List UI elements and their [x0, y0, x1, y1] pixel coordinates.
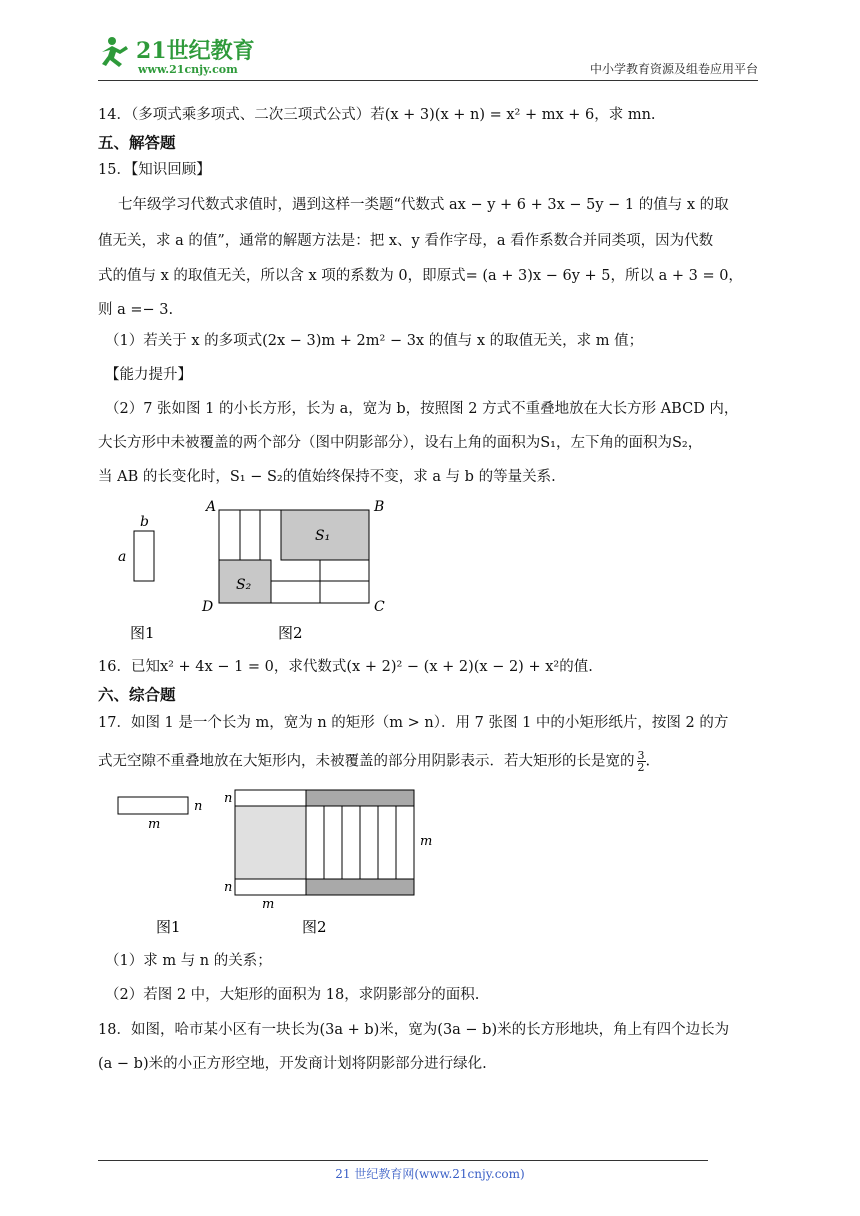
q15-sub2-line1: （2）7 张如图 1 的小长方形，长为 a，宽为 b，按照图 2 方式不重叠地放在大长方形 ABCD 内， [105, 401, 739, 417]
fig1-caption: 图1 [156, 918, 181, 936]
q17-figure [110, 785, 450, 940]
q15-label: 15．【知识回顾】 [98, 162, 211, 178]
q17-sub2: （2）若图 2 中，大矩形的面积为 18，求阴影部分的面积. [105, 987, 480, 1003]
q15-sub1: （1）若关于 x 的多项式(2x − 3)m + 2m² − 3x 的值与 x 的取值无关，求 m 值； [105, 333, 644, 349]
fig1-label-b: b [140, 514, 149, 530]
q15-figure [110, 495, 400, 645]
q17-frac-num: 3 [637, 749, 645, 762]
q17-fraction [637, 750, 646, 773]
fig2-label-n-top: n [224, 791, 233, 806]
fig2-label-m-right: m [420, 834, 433, 849]
fig2-label-n-bottom: n [224, 880, 233, 895]
fig1-small-rect [134, 531, 154, 581]
q17-line1: 17．如图 1 是一个长为 m，宽为 n 的矩形（m > n）．用 7 张图 1 中的小矩形纸片，按图 2 的方 [98, 715, 729, 731]
q15-para-line3: 式的值与 x 的取值无关，所以含 x 项的系数为 0，即原式= (a + 3)x − 6y + 5，所以 a + 3 = 0， [98, 268, 743, 284]
logo-url: www.21cnjy.com [138, 63, 238, 76]
fig2-label-m-bottom: m [262, 897, 275, 912]
fig1-label-n: n [194, 799, 203, 814]
fig2-shaded-left [235, 806, 306, 879]
q15-para-line2: 值无关，求 a 的值”，通常的解题方法是：把 x、y 看作字母，a 看作系数合并同类项，因为代数 [98, 233, 714, 249]
q18-line1: 18．如图，哈市某小区有一块长为(3a + b)米，宽为(3a − b)米的长方形地块，角上有四个边长为 [98, 1022, 730, 1038]
q14-text: 14．（多项式乘多项式、二次三项式公式）若(x + 3)(x + n) = x² + mx + 6，求 mn. [98, 107, 656, 123]
q15-para-line1: 七年级学习代数式求值时，遇到这样一类题“代数式 ax − y + 6 + 3x − 5y − 1 的值与 x 的取 [118, 197, 729, 213]
footer-text: 21 世纪教育网(www.21cnjy.com) [335, 1167, 525, 1181]
fig2-shaded-top [306, 790, 414, 806]
footer-divider [98, 1160, 708, 1161]
section-5-heading: 五、解答题 [98, 133, 176, 152]
q17-sub1: （1）求 m 与 n 的关系； [105, 953, 272, 969]
logo-text: 21世纪教育 [136, 38, 255, 64]
q17-line2-text: 式无空隙不重叠地放在大矩形内，未被覆盖的部分用阴影表示．若大矩形的长是宽的 [98, 753, 635, 770]
q17-line2: 式无空隙不重叠地放在大矩形内，未被覆盖的部分用阴影表示．若大矩形的长是宽的 $\frac{3}{2}$ . [98, 749, 651, 774]
q16-text: 16．已知x² + 4x − 1 = 0，求代数式(x + 2)² − (x + 2)(x − 2) + x²的值. [98, 659, 593, 675]
page-header [98, 30, 758, 80]
fig2-caption: 图2 [302, 918, 327, 936]
fig1-label-a: a [118, 549, 127, 565]
q18-line2: (a − b)米的小正方形空地，开发商计划将阴影部分进行绿化. [98, 1056, 487, 1072]
fig1-caption: 图1 [130, 624, 155, 642]
fig2-label-B: B [374, 499, 385, 515]
q15-para-line4: 则 a =− 3. [98, 302, 174, 318]
fig2-caption: 图2 [278, 624, 303, 642]
fig2-label-s1: S₁ [315, 528, 331, 544]
header-divider [98, 80, 758, 81]
fig2-shaded-bottom [306, 879, 414, 895]
q17-frac-den: 2 [637, 761, 645, 774]
fig1-label-m: m [148, 817, 161, 832]
q15-sub2-line3: 当 AB 的长变化时，S₁ − S₂的值始终保持不变，求 a 与 b 的等量关系. [98, 469, 556, 485]
q15-sub2-line2: 大长方形中未被覆盖的两个部分（图中阴影部分），设右上角的面积为S₁，左下角的面积为S₂， [98, 435, 703, 451]
site-logo [98, 32, 268, 76]
header-platform-text: 中小学教育资源及组卷应用平台 [589, 62, 758, 76]
fig2-label-D: D [202, 599, 214, 615]
fig2-label-C: C [374, 599, 385, 615]
fig1-small-rect [118, 797, 188, 814]
q15-ability-label: 【能力提升】 [105, 367, 192, 383]
fig2-label-s2: S₂ [236, 577, 252, 593]
section-6-heading: 六、综合题 [98, 685, 176, 704]
fig2-label-A: A [206, 499, 217, 515]
